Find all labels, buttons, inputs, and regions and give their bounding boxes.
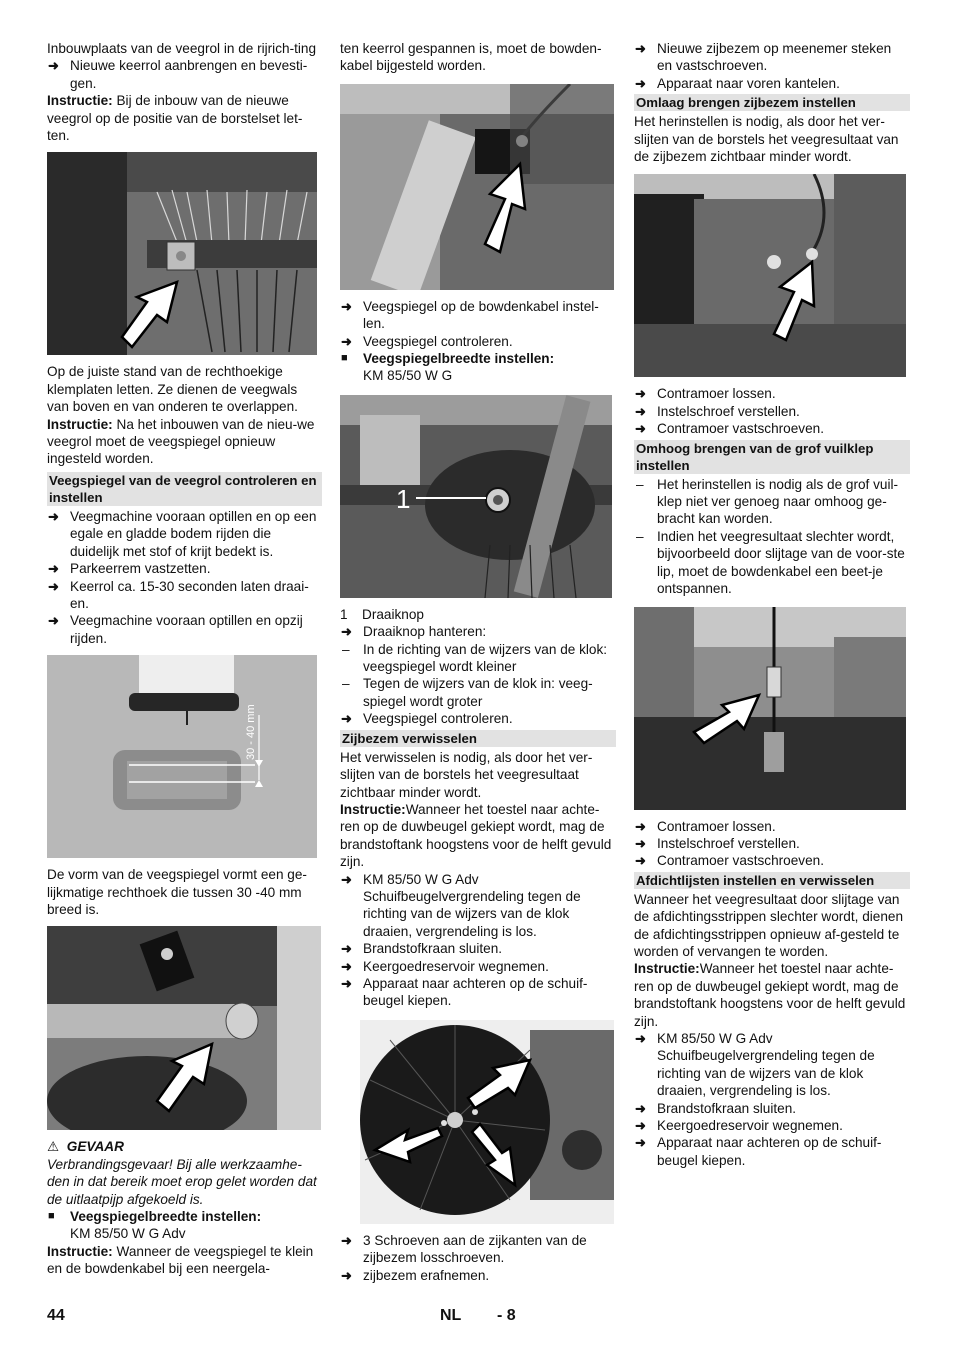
paragraph: Het herinstellen is nodig, als door het ver-slijten van de borstels het veegresultaat van de zijbezem zichtbaar minder wordt. <box>634 114 899 165</box>
dash-item: – Tegen de wijzers van de klok in: veeg-spiegel wordt groter <box>340 675 616 710</box>
section-heading: Omlaag brengen zijbezem instellen <box>634 94 910 111</box>
photo-bowden-cable <box>340 84 614 290</box>
instruction-label: Instructie: <box>47 1243 113 1259</box>
instruction-text: Wanneer het toestel naar achte-ren op de duwbeugel gekiept wordt, mag de brandstoftank hoogstens voor de helft gevuld zijn. <box>340 801 612 870</box>
instruction-text: Na het inbouwen van de nieu-we veegrol moet de veegspiegel opnieuw ingesteld worden. <box>47 416 315 467</box>
instruction-step: ➜ Keergoedreservoir wegnemen. <box>634 1117 910 1134</box>
paragraph: Op de juiste stand van de rechthoekige klemplaten letten. Ze dienen de veegwals van boven en van onderen te overlappen. <box>47 364 298 415</box>
model-note: Schuifbeugelvergrendeling tegen de richting van de wijzers van de klok draaien, vergrendeling is los. <box>363 888 581 939</box>
legend-text: Draaiknop <box>362 606 424 622</box>
model-label: KM 85/50 W G Adv <box>70 1226 186 1242</box>
instruction-step: ➜ Veegspiegel op de bowdenkabel instel-len. <box>340 298 616 333</box>
warning-label: GEVAAR <box>66 1139 124 1155</box>
paragraph: Wanneer het veegresultaat door slijtage van de afdichtingsstrippen slechter wordt, dienen de afdichtingsstrippen opnieuw af-gesteld te worden of vervangen te worden. <box>634 891 904 959</box>
instruction-step: ➜ KM 85/50 W G Adv <box>340 871 616 888</box>
dash-item: – Indien het veegresultaat slechter wordt, bijvoorbeeld door slijtage van de voor-ste lip, moet de bowdenkabel een beet-je ontspannen. <box>634 528 910 598</box>
instruction-text: Wanneer de veegspiegel te klein en de bowdenkabel bij een neergela- <box>47 1243 314 1277</box>
warning-icon: ⚠ <box>47 1139 60 1155</box>
instruction-label: Instructie: <box>634 961 700 977</box>
warning-title <box>47 1138 322 1155</box>
model-note: Schuifbeugelvergrendeling tegen de richting van de wijzers van de klok draaien, vergrendeling is los. <box>657 1048 875 1099</box>
instruction-step: ➜ Veegspiegel controleren. <box>340 710 616 727</box>
section-heading: Veegspiegel van de veegrol controleren en instellen <box>47 472 322 506</box>
instruction-step: ➜ Contramoer lossen. <box>634 385 910 402</box>
paragraph: ten keerrol gespannen is, moet de bowden-kabel bijgesteld worden. <box>340 41 602 74</box>
instruction-note <box>47 416 322 468</box>
page-number-right: - 8 <box>497 1307 516 1324</box>
instruction-label: Instructie: <box>47 93 113 109</box>
section-heading: Zijbezem verwisselen <box>340 730 616 747</box>
instruction-step: ➜ Contramoer vastschroeven. <box>634 420 910 437</box>
dash-item: – Het herinstellen is nodig als de grof vuil-klep niet ver genoeg naar omhoog ge-bracht kan worden. <box>634 476 910 528</box>
instruction-step: ➜ Parkeerrem vastzetten. <box>47 560 322 577</box>
photo-adjustment-knob <box>340 395 612 598</box>
language-code: NL <box>440 1307 462 1324</box>
warning-text: Verbrandingsgevaar! Bij alle werkzaamhe-den in dat bereik moet erop gelet worden dat de uitlaatpijp afgekoeld is. <box>47 1156 317 1207</box>
paragraph: De vorm van de veegspiegel vormt een ge-lijkmatige rechthoek die tussen 30 -40 mm breed is. <box>47 867 307 917</box>
instruction-step: ➜ Draaiknop hanteren: <box>340 623 616 640</box>
instruction-note <box>47 92 322 144</box>
instruction-step: ➜ Instelschroef verstellen. <box>634 835 910 852</box>
column-2 <box>340 40 616 1284</box>
instruction-step: ➜ Nieuwe zijbezem op meenemer steken en vastschroeven. <box>634 40 910 75</box>
instruction-step: ➜ Apparaat naar achteren op de schuif-beugel kiepen. <box>634 1134 910 1169</box>
measurement-label: 30 - 40 mm <box>245 704 257 761</box>
dash-item: – In de richting van de wijzers van de klok: veegspiegel wordt kleiner <box>340 641 616 676</box>
subsection-title: ■ Veegspiegelbreedte instellen: <box>340 350 616 367</box>
instruction-label: Instructie: <box>340 801 406 817</box>
instruction-note <box>634 960 910 1030</box>
column-3 <box>634 40 910 1169</box>
page-footer <box>47 1307 907 1327</box>
instruction-step: ➜ Nieuwe keerrol aanbrengen en bevesti-gen. <box>47 57 322 92</box>
section-heading: Omhoog brengen van de grof vuilklep instellen <box>634 440 910 474</box>
section-heading: Afdichtlijsten instellen en verwisselen <box>634 872 910 889</box>
instruction-step: ➜ zijbezem erafnemen. <box>340 1267 616 1284</box>
paragraph: Het verwisselen is nodig, als door het ver-slijten van de borstels het veegresultaat zichtbaar minder wordt. <box>340 749 593 800</box>
instruction-step: ➜ Contramoer vastschroeven. <box>634 852 910 869</box>
paragraph: Inbouwplaats van de veegrol in de rijrich-ting <box>47 41 317 56</box>
instruction-text: Wanneer het toestel naar achte-ren op de duwbeugel gekiept wordt, mag de brandstoftank hoogstens voor de helft gevuld zijn. <box>634 961 906 1029</box>
instruction-note <box>340 801 616 871</box>
instruction-step: ➜ Keerrol ca. 15-30 seconden laten draai-en. <box>47 578 322 613</box>
instruction-step: ➜ Contramoer lossen. <box>634 818 910 835</box>
legend-number: 1 <box>340 606 348 622</box>
instruction-step: ➜ KM 85/50 W G Adv <box>634 1030 910 1047</box>
instruction-text: Bij de inbouw van de nieuwe veegrol op de positie van de borstelset let-ten. <box>47 93 303 144</box>
instruction-step: ➜ Keergoedreservoir wegnemen. <box>340 958 616 975</box>
subsection-title: ■ Veegspiegelbreedte instellen: <box>47 1208 322 1225</box>
instruction-step: ➜ Brandstofkraan sluiten. <box>340 940 616 957</box>
instruction-step: ➜ Instelschroef verstellen. <box>634 403 910 420</box>
photo-exhaust-area <box>47 926 321 1130</box>
instruction-step: ➜ Apparaat naar voren kantelen. <box>634 75 910 92</box>
instruction-label: Instructie: <box>47 416 113 432</box>
instruction-step: ➜ Apparaat naar achteren op de schuif-beugel kiepen. <box>340 975 616 1010</box>
instruction-step: ➜ Veegmachine vooraan optillen en opzij rijden. <box>47 612 322 647</box>
page-number-left: 44 <box>47 1307 65 1324</box>
instruction-step: ➜ Veegmachine vooraan optillen en op een egale en gladde bodem rijden die duidelijk met stof of krijt bedekt is. <box>47 508 322 560</box>
callout-number: 1 <box>396 483 411 514</box>
instruction-step: ➜ Veegspiegel controleren. <box>340 333 616 350</box>
photo-sweep-pattern <box>47 655 317 858</box>
photo-sweeper-roller-install <box>47 152 317 355</box>
photo-side-broom <box>360 1020 614 1224</box>
column-1 <box>47 40 322 1278</box>
legend-item <box>340 606 616 623</box>
instruction-step: ➜ 3 Schroeven aan de zijkanten van de zijbezem losschroeven. <box>340 1232 616 1267</box>
instruction-step: ➜ Brandstofkraan sluiten. <box>634 1100 910 1117</box>
model-label: KM 85/50 W G <box>363 368 453 384</box>
instruction-note <box>47 1243 322 1278</box>
photo-side-broom-adjust <box>634 174 906 377</box>
photo-flap-cable <box>634 607 906 810</box>
